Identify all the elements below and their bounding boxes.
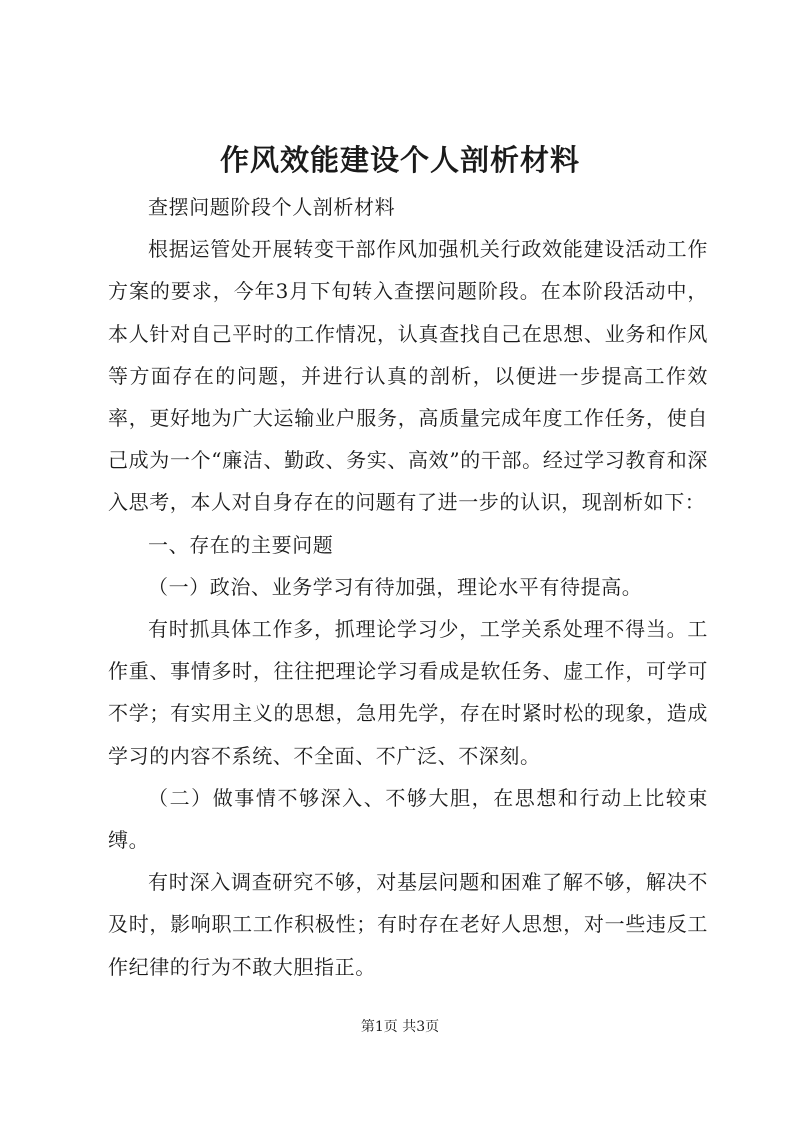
page-number-footer: 第1页 共3页 (360, 1019, 440, 1035)
paragraph-2: 有时深入调查研究不够，对基层问题和困难了解不够，解决不及时，影响职工工作积极性；有时存在老好人思想，对一些违反工作纪律的行为不敢大胆指正。 (108, 870, 708, 979)
document-body (108, 186, 708, 988)
paragraph-subtitle: 查摆问题阶段个人剖析材料 (148, 195, 396, 219)
paragraph-1: 有时抓具体工作多，抓理论学习少，工学关系处理不得当。工作重、事情多时，往往把理论学习看成是软任务、虚工作，可学可不学；有实用主义的思想，急用先学，存在时紧时松的现象，造成学习的内容不系统、不全面、不广泛、不深刻。 (108, 617, 708, 768)
document-title: 作风效能建设个人剖析材料 (219, 143, 580, 177)
subsection-heading-1: （一）政治、业务学习有待加强，理论水平有待提高。 (148, 574, 643, 599)
section-heading: 一、存在的主要问题 (148, 532, 334, 557)
subsection-heading-2: （二）做事情不够深入、不够大胆，在思想和行动上比较束缚。 (108, 785, 708, 853)
paragraph-intro: 根据运管处开展转变干部作风加强机关行政效能建设活动工作方案的要求，今年3月下旬转入查摆问题阶段。在本阶段活动中，本人针对自己平时的工作情况，认真查找自己在思想、业务和作风等方面存在的问题，并进行认真的剖析，以便进一步提高工作效率，更好地为广大运输业户服务，高质量完成年度工作任务，使自己成为一个“廉洁、勤政、务实、高效”的干部。经过学习教育和深入思考，本人对自身存在的问题有了进一步的认识，现剖析如下： (108, 237, 708, 515)
